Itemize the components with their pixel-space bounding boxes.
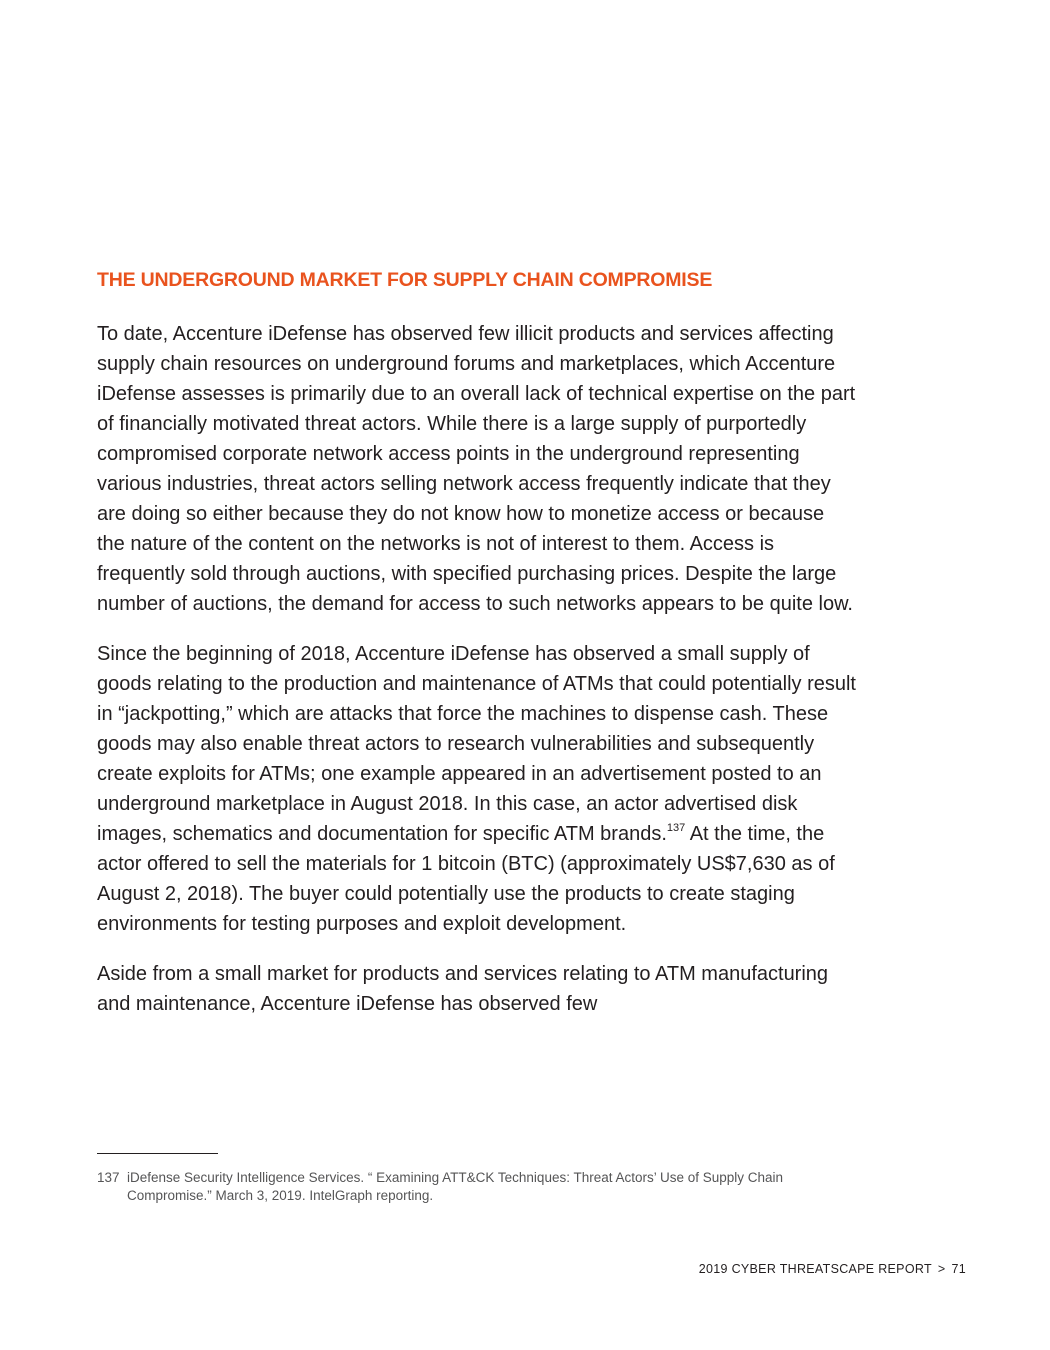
paragraph-2 (97, 639, 857, 939)
body-text (97, 319, 857, 1039)
footer-separator: > (937, 1262, 946, 1276)
section-heading: THE UNDERGROUND MARKET FOR SUPPLY CHAIN COMPROMISE (97, 269, 713, 291)
page-number: 71 (951, 1262, 966, 1276)
footnote-divider (97, 1153, 218, 1154)
footnote-ref-137[interactable]: 137 (666, 822, 686, 835)
footnote-text: iDefense Security Intelligence Services. “ Examining ATT&CK Techniques: Threat Actors’ Use of Supply Chain Compromise.” March 3, 2019. IntelGraph reporting. (127, 1170, 784, 1203)
paragraph-1: To date, Accenture iDefense has observed few illicit products and services affecting supply chain resources on underground forums and marketplaces, which Accenture iDefense assesses is primarily due to an overall lack of technical expertise on the part of financially motivated threat actors. While there is a large supply of purportedly compromised corporate network access points in the underground representing various industries, threat actors selling network access frequently indicate that they are doing so either because they do not know how to monetize access or because the nature of the content on the networks is not of interest to them. Access is frequently sold through auctions, with specified purchasing prices. Despite the large number of auctions, the demand for access to such networks appears to be quite low. (97, 323, 856, 615)
paragraph-2-text-after-ref: At the time, the actor offered to sell the materials for 1 bitcoin (BTC) (approximately US$7,630 as of August 2, 2018). The buyer could potentially use the products to create staging environments for testing purposes and exploit development. (97, 823, 835, 935)
footnote (97, 1169, 857, 1204)
page-footer (699, 1262, 966, 1276)
report-title: 2019 CYBER THREATSCAPE REPORT (698, 1262, 932, 1276)
paragraph-3: Aside from a small market for products and services relating to ATM manufacturing and maintenance, Accenture iDefense has observed few (97, 963, 829, 1015)
paragraph-2-text-before-ref: Since the beginning of 2018, Accenture iDefense has observed a small supply of goods relating to the production and maintenance of ATMs that could potentially result in “jackpotting,” which are attacks that force the machines to dispense cash. These goods may also enable threat actors to research vulnerabilities and subsequently create exploits for ATMs; one example appeared in an advertisement posted to an underground marketplace in August 2018. In this case, an actor advertised disk images, schematics and documentation for specific ATM brands. (97, 643, 856, 845)
footnote-number: 137 (97, 1170, 120, 1185)
